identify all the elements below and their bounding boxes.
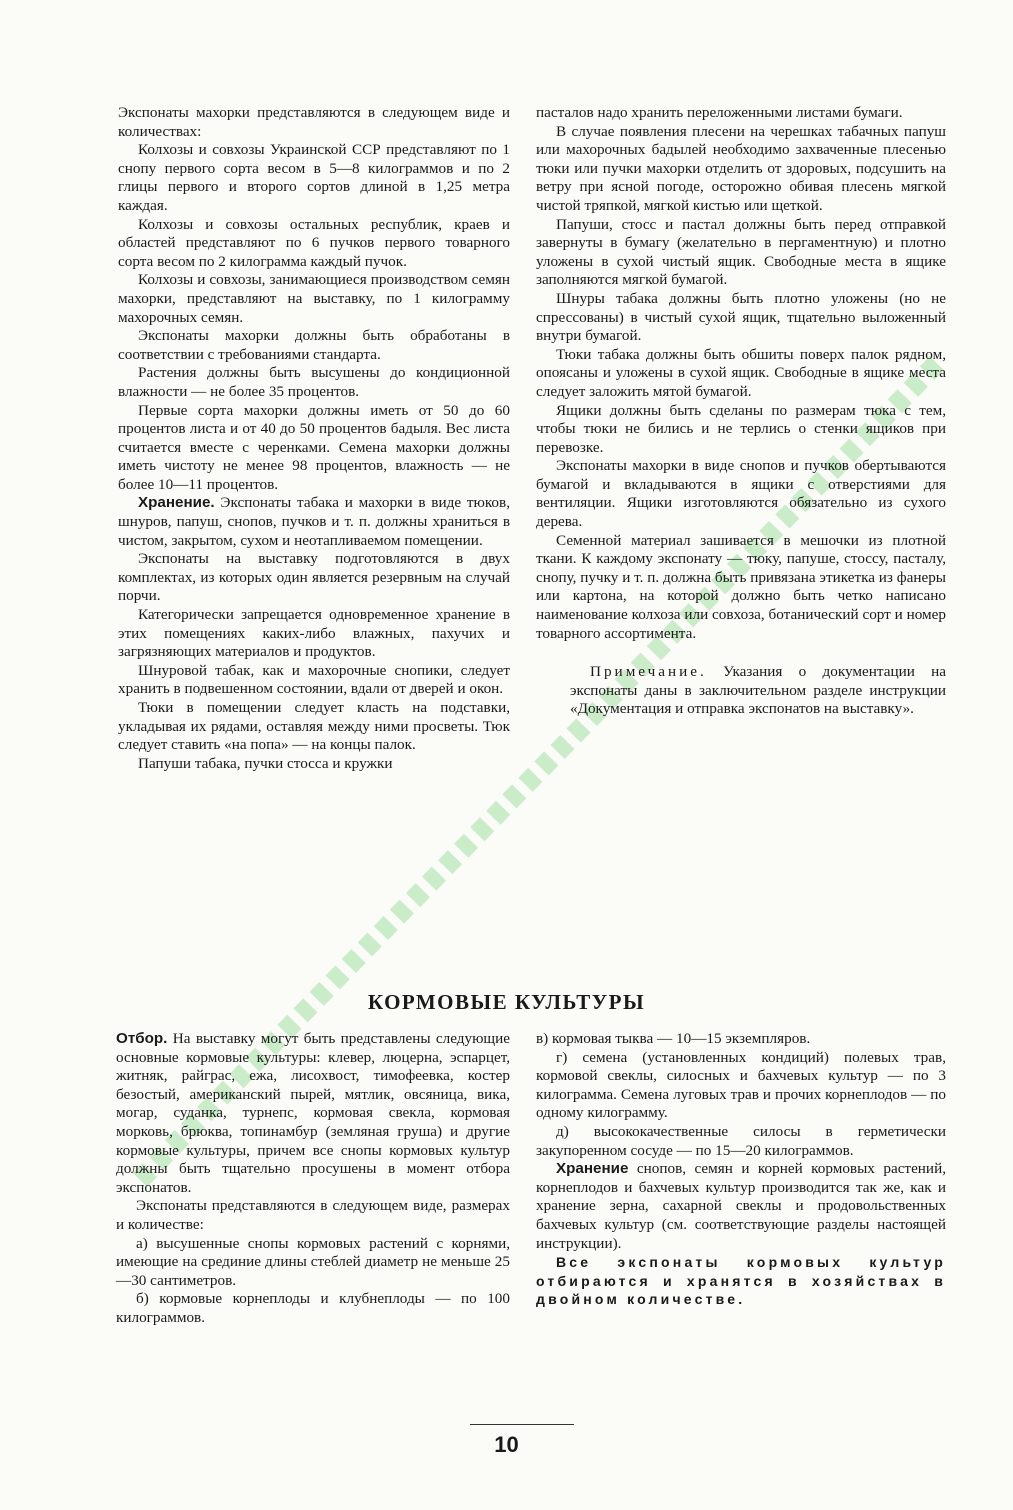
paragraph: Экспонаты на выставку подготовляются в двух комплектах, из которых один является резервным на случай порчи.	[118, 550, 510, 605]
list-item: д) высококачественные силосы в герметически закупоренном сосуде — по 15—20 килограммов.	[536, 1122, 946, 1159]
storage2-lead: Хранение	[556, 1160, 629, 1178]
paragraph: Тюки табака должны быть обшиты поверх палок рядном, опоясаны и уложены в сухой ящик. Свободные в ящике места следует заложить мятой бумагой.	[536, 345, 946, 400]
paragraph: Папуши, стосс и пастал должны быть перед отправкой завернуты в бумагу (желательно в пергаментную) и плотно уложены в сухой чистый ящик. Свободные места в ящике заполняются мягкой бумагой.	[536, 215, 946, 289]
paragraph: Семенной материал зашивается в мешочки из плотной ткани. К каждому экспонату — тюку, папуше, стоссу, пасталу, снопу, пучку и т. п. должна быть привязана этикетка из фанеры или картона, на которой должно быть четко написано наименование колхоза или совхоза, ботанический сорт и номер товарного ассортимента.	[536, 531, 946, 642]
paragraph: Растения должны быть высушены до кондиционной влажности — не более 35 процентов.	[118, 364, 510, 400]
section-heading: КОРМОВЫЕ КУЛЬТУРЫ	[367, 990, 646, 1014]
paragraph: Ящики должны быть сделаны по размерам тюка с тем, чтобы тюки не бились и не терлись о стенки ящиков при перевозке.	[536, 401, 946, 456]
paragraph: В случае появления плесени на черешках табачных папуш или махорочных бадылей необходимо захваченные плесенью тюки или пучки махорки отделить от здоровых, подсушить на ветру при ясной погоде, осторожно обивая плесень мягкой чистой тряпкой, мягкой кистью или щеткой.	[536, 122, 946, 214]
list-item: б) кормовые корнеплоды и клубнеплоды — по 100 килограммов.	[116, 1290, 510, 1326]
note-lead: Примечание.	[590, 663, 707, 681]
divider-rule	[470, 1424, 574, 1425]
column-bottom-left	[116, 1030, 510, 1328]
paragraph: Экспонаты представляются в следующем виде, размерах и количестве:	[116, 1197, 510, 1233]
column-top-right	[536, 104, 946, 719]
paragraph: Первые сорта махорки должны иметь от 50 до 60 процентов листа и от 40 до 50 процентов бадыля. Вес листа считается вместе с черенками. Семена махорки должны иметь чистоту не менее 98 процентов, влажность — не более 10—11 процентов.	[118, 401, 510, 493]
storage-lead: Хранение.	[138, 494, 215, 512]
paragraph: пасталов надо хранить переложенными листами бумаги.	[536, 104, 903, 121]
paragraph: Экспонаты махорки представляются в следующем виде и количествах:	[118, 104, 510, 140]
paragraph-storage	[118, 494, 510, 550]
paragraph: Экспонаты махорки должны быть обработаны в соответствии с требованиями стандарта.	[118, 327, 510, 363]
note-paragraph	[536, 663, 946, 719]
paragraph: Колхозы и совхозы Украинской ССР представляют по 1 снопу первого сорта весом в 5—8 килограммов и по 2 глицы первого и второго сортов длиной в 1,25 метра каждая.	[118, 141, 510, 214]
storage2-text: снопов, семян и корней кормовых растений, корнеплодов и бахчевых культур производится так же, как и хранение зерна, сахарной свеклы и продовольственных бахчевых культур (см. соответствующие разделы настоящей инструкции).	[536, 1160, 946, 1252]
paragraph: Категорически запрещается одновременное хранение в этих помещениях каких-либо влажных, пахучих и загрязняющих материалов и продуктов.	[118, 606, 510, 661]
paragraph-selection	[116, 1030, 510, 1197]
selection-lead: Отбор.	[116, 1030, 168, 1047]
paragraph: Шнуровой табак, как и махорочные снопики, следует хранить в подвешенном состоянии, вдали от дверей и окон.	[118, 661, 510, 698]
list-item: а) высушенные снопы кормовых растений с корнями, имеющие на срединие длины стеблей диаметр не меньше 25—30 сантиметров.	[116, 1234, 510, 1289]
paragraph: Тюки в помещении следует класть на подставки, укладывая их рядами, оставляя между ними просветы. Тюк следует ставить «на попа» — на концы палок.	[118, 699, 510, 754]
page-number: 10	[494, 1432, 519, 1457]
list-item: г) семена (установленных кондиций) полевых трав, кормовой свеклы, силосных и бахчевых культур — по 3 килограмма. Семена луговых трав и прочих корнеплодов — по одному килограмму.	[536, 1048, 946, 1122]
column-top-left	[118, 104, 510, 773]
paragraph: Папуши табака, пучки стосса и кружки	[138, 754, 393, 772]
storage-text: Экспонаты табака и махорки в виде тюков, шнуров, папуш, снопов, пучков и т. п. должны храниться в чистом, закрытом, сухом и неотапливаемом помещении.	[118, 494, 510, 549]
paragraph: Колхозы и совхозы остальных республик, краев и областей представляют по 6 пучков первого товарного сорта весом по 2 килограмма каждый пучок.	[118, 215, 510, 270]
paragraph: Колхозы и совхозы, занимающиеся производством семян махорки, представляют на выставку, по 1 килограмму махорочных семян.	[118, 271, 510, 326]
paragraph-storage-2	[536, 1160, 946, 1253]
list-item: в) кормовая тыква — 10—15 экземпляров.	[536, 1030, 811, 1047]
paragraph: Экспонаты махорки в виде снопов и пучков обертываются бумагой и вкладываются в ящики с отверстиями для вентиляции. Ящики изготовляются обязательно из сухого дерева.	[536, 457, 946, 531]
note-text: Указания о документации на экспонаты даны в заключительном разделе инструкции «Документация и отправка экспонатов на выставку».	[570, 663, 946, 718]
selection-text: На выставку могут быть представлены следующие основные кормовые культуры: клевер, люцерна, эспарцет, житняк, райграс, ежа, лисохвост, тимофеевка, костер безостый, американский пырей, мятлик, овсяница, вика, могар, суданка, турнепс, кормовая свекла, кормовая морковь, брюква, топинамбур (земляная груша) и другие кормовые культуры, причем все снопы кормовых культур должны быть тщательно просушены в момент отбора экспонатов.	[116, 1030, 510, 1196]
paragraph: Шнуры табака должны быть плотно уложены (но не спрессованы) в чистый сухой ящик, тщательно выложенный внутри бумагой.	[536, 289, 946, 345]
column-bottom-right	[536, 1030, 946, 1309]
closing-statement: Все экспонаты кормовых культур отбираются и хранятся в хозяйствах в двойном количестве.	[536, 1254, 946, 1308]
